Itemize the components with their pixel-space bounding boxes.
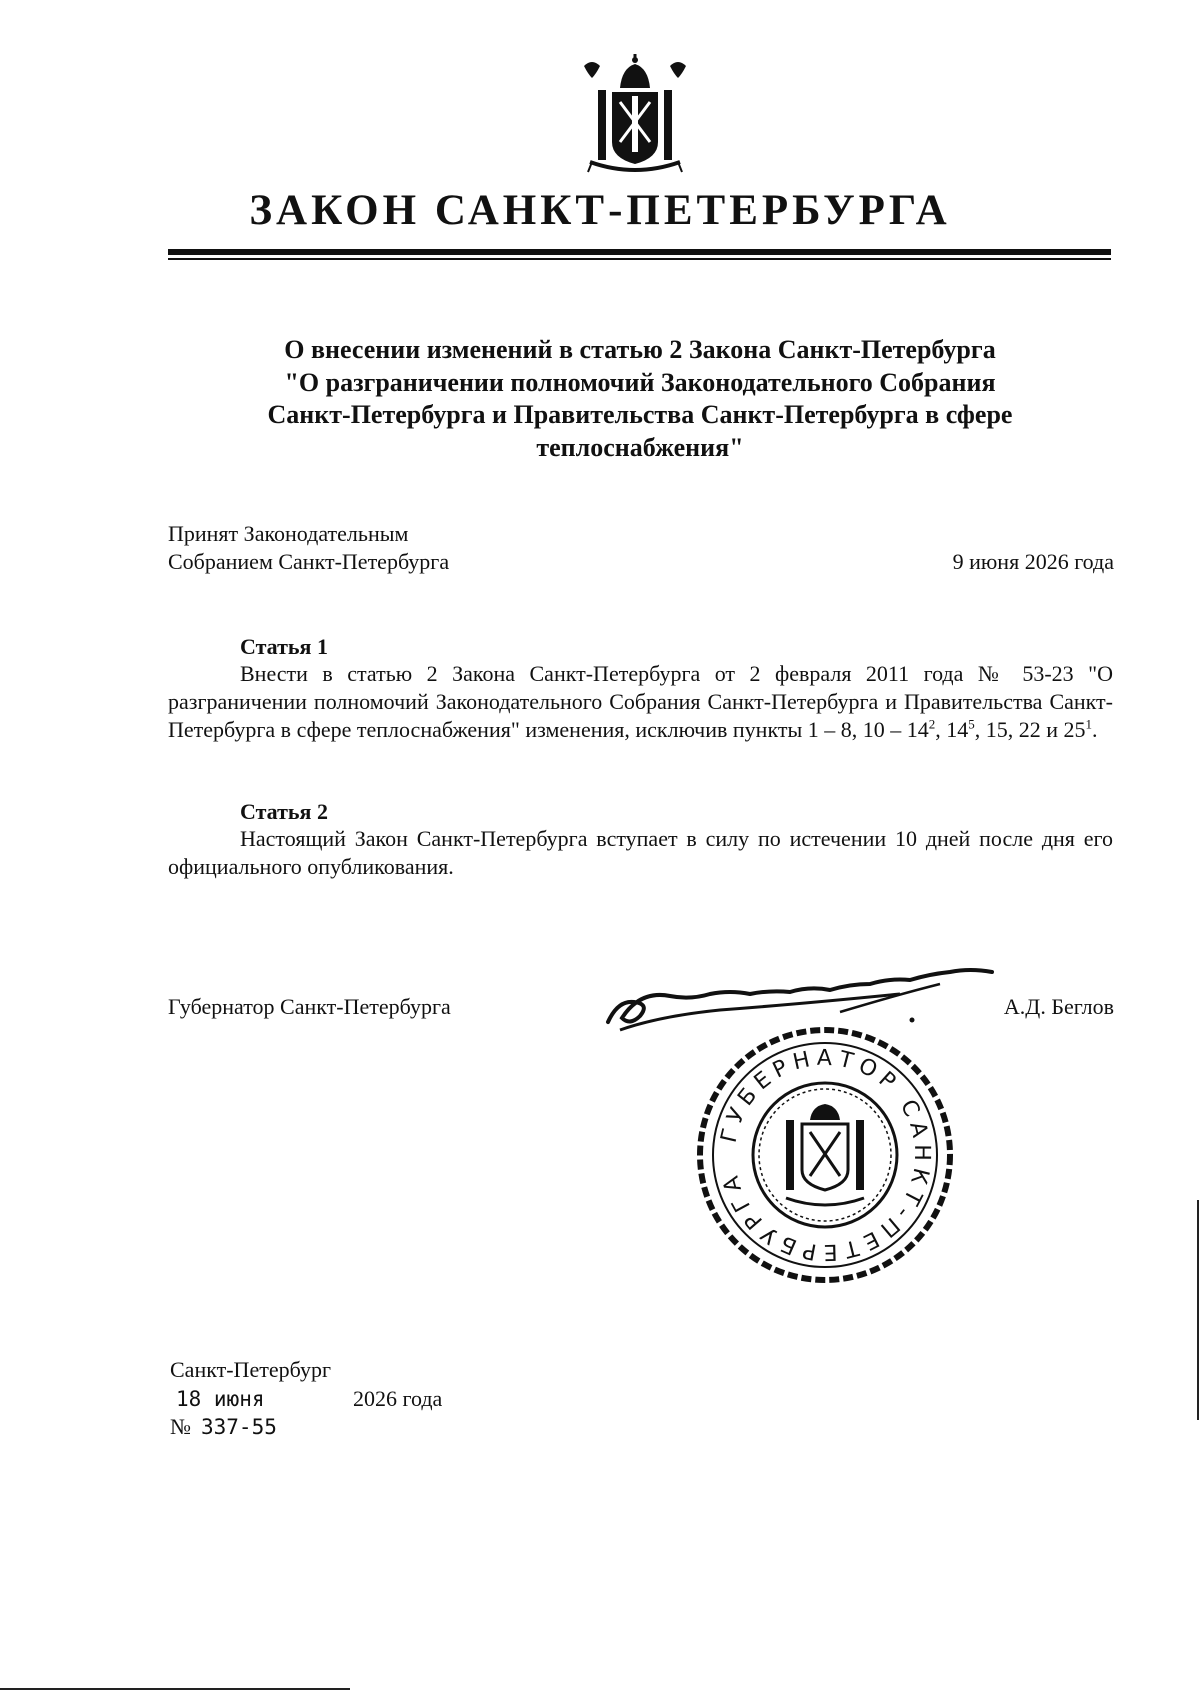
heading-line: Санкт-Петербурга и Правительства Санкт-Петербурга в сфере [267,400,1013,429]
article-1-text-main: Внести в статью 2 Закона Санкт-Петербурга от 2 февраля 2011 года № 53-23 "О разграничении полномочий Законодательного Собрания Санкт-Петербурга и Правительства Санкт-Петербурга в сфере теплоснабжения" изменения, исключив пункты 1 – 8, 10 – 14 [168,661,1113,742]
number-sign: № [170,1414,191,1439]
adoption-info [168,520,449,576]
article-1-text-part: , 15, 22 и 25 [974,717,1086,742]
article-2-title: Статья 2 [240,799,328,824]
law-title: ЗАКОН САНКТ-ПЕТЕРБУРГА [249,187,951,234]
article-1-text-part: , 14 [935,717,969,742]
law-heading [200,334,1080,464]
seal-text: ГУБЕРНАТОР САНКТ-ПЕТЕРБУРГА [716,1045,935,1265]
spb-coat-of-arms-icon [570,50,700,175]
article-1-text-end: . [1092,717,1098,742]
adoption-date: 9 июня 2026 года [952,549,1114,574]
governor-name: А.Д. Беглов [1003,994,1114,1019]
scan-edge-right [1197,1200,1199,1420]
superscript: 2 [928,716,936,732]
governor-title: Губернатор Санкт-Петербурга [168,994,451,1019]
coat-of-arms [570,50,700,175]
adoption-line: Собранием Санкт-Петербурга [168,549,450,574]
article-2-text: Настоящий Закон Санкт-Петербурга вступает в силу по истечении 10 дней после дня его официального опубликования. [168,826,1113,879]
scan-edge-bottom [0,1688,350,1690]
article-1-title: Статья 1 [240,634,328,659]
title-rule-thin [168,258,1111,260]
seal-icon [690,1020,960,1290]
heading-line: теплоснабжения" [536,432,744,462]
title-rule-thick [168,249,1111,255]
law-number: 337-55 [201,1415,277,1439]
signing-year: 2026 года [353,1386,443,1411]
superscript: 1 [1085,716,1093,732]
official-seal [690,1020,960,1290]
article-1-text [168,660,1113,744]
adoption-line: Принят Законодательным [168,521,409,546]
heading-line: "О разграничении полномочий Законодательного Собрания [284,367,996,397]
signing-day: 18 июня [176,1387,265,1411]
heading-line: О внесении изменений в статью 2 Закона Санкт-Петербурга [284,335,996,364]
signing-place: Санкт-Петербург [170,1357,331,1382]
superscript: 5 [968,716,975,732]
